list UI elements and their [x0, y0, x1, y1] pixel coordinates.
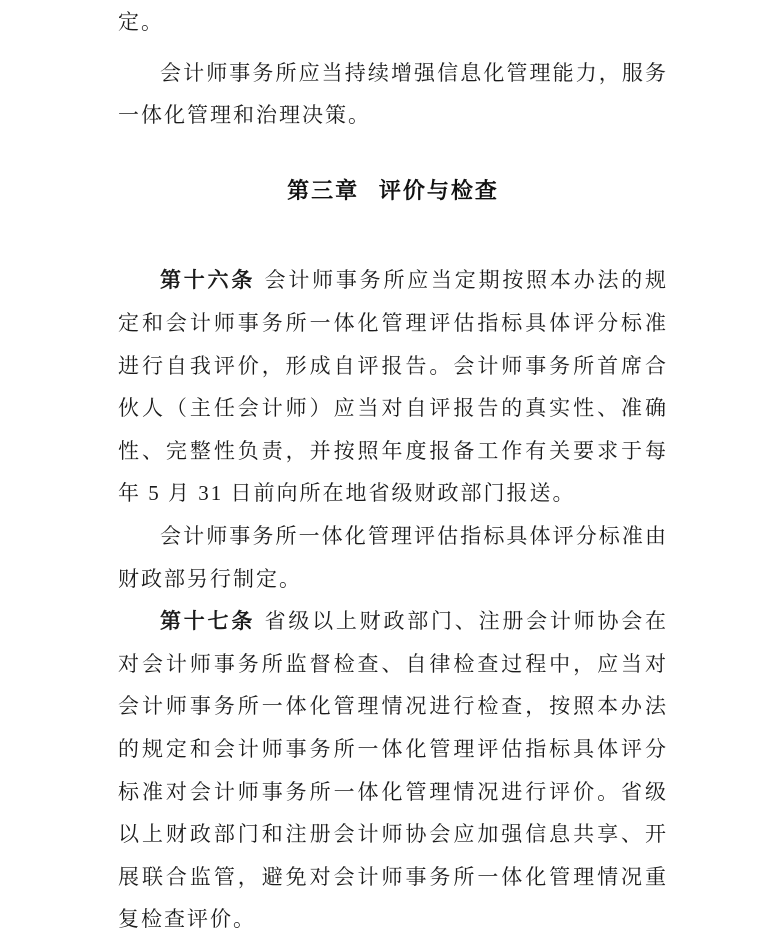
chapter-heading — [118, 170, 668, 213]
article-17-text: 省级以上财政部门、注册会计师协会在对会计师事务所监督检查、自律检查过程中，应当对会计师事务所一体化管理情况进行检查，按照本办法的规定和会计师事务所一体化管理评估指标具体评分标准对会计师事务所一体化管理情况进行评价。省级以上财政部门和注册会计师协会应加强信息共享、开展联合监管，避免对会计师事务所一体化管理情况重复检查评价。 — [118, 609, 669, 932]
article-17-paragraph — [118, 600, 668, 941]
article-16-supplement-paragraph: 会计师事务所一体化管理评估指标具体评分标准由财政部另行制定。 — [118, 523, 668, 591]
article-17-number: 第十七条 — [160, 609, 256, 634]
paragraph-intro: 会计师事务所应当持续增强信息化管理能力，服务一体化管理和治理决策。 — [118, 60, 668, 128]
article-16-number: 第十六条 — [160, 268, 256, 293]
article-16-paragraph — [118, 259, 668, 515]
chapter-title: 评价与检查 — [378, 177, 499, 203]
chapter-number: 第三章 — [287, 177, 360, 203]
article-16-text: 会计师事务所应当定期按照本办法的规定和会计师事务所一体化管理评估指标具体评分标准进行自我评价，形成自评报告。会计师事务所首席合伙人（主任会计师）应当对自评报告的真实性、准确性、完整性负责，并按照年度报备工作有关要求于每年 5 月 31 日前向所在地省级财政部门报送。 — [118, 268, 669, 506]
paragraph-fragment: 定。 — [118, 10, 164, 34]
